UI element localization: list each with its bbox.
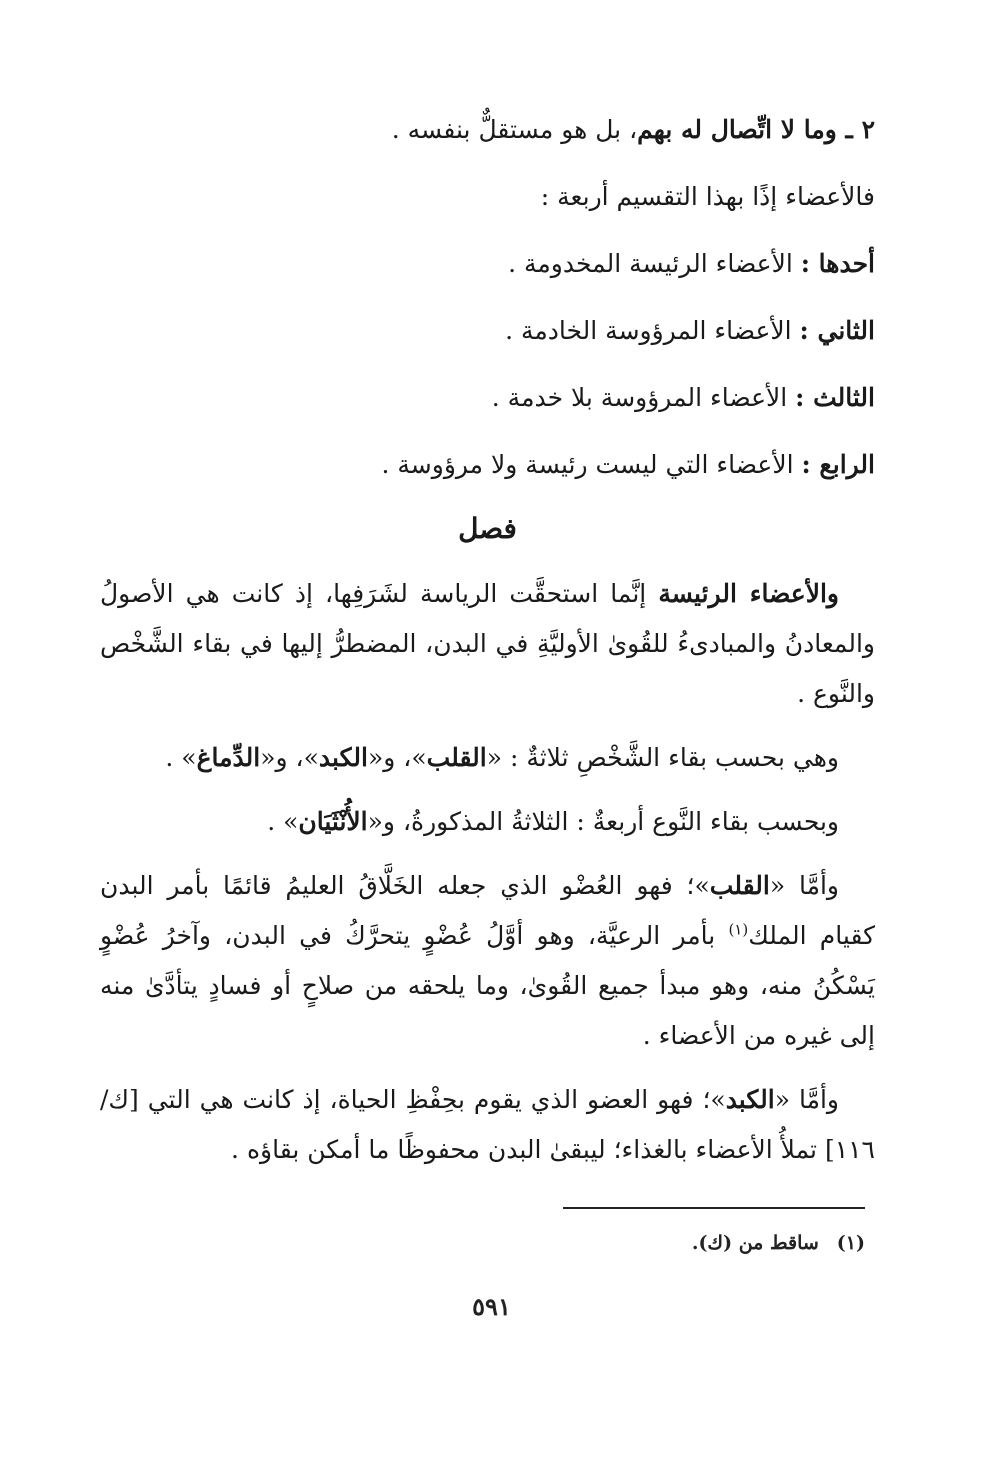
paragraph-text: وأمَّا « — [769, 871, 839, 900]
paragraph-text: »، و« — [367, 743, 427, 772]
footnote-reference[interactable]: (١) — [728, 920, 749, 939]
footnote — [400, 1232, 865, 1254]
paragraph-text: »؛ فهو العُضْو الذي جعله الخَلَّاقُ العليمُ قائمًا بأمر البدن كقيام الملك — [100, 871, 875, 950]
list-line-1 — [100, 110, 875, 150]
line-text: الأعضاء الرئيسة المخدومة . — [508, 249, 801, 278]
paragraph-text: بأمر الرعيَّة، وهو أوَّلُ عُضْوٍ يتحرَّكُ في البدن، وآخرُ عُضْوٍ يَسْكُنُ منه، وهو مبدأ جميع القُوىٰ، وما يلحقه من صلاحٍ أو فسادٍ يتأدَّىٰ منه إلى غيره من الأعضاء . — [100, 921, 875, 1050]
paragraph-2 — [100, 733, 875, 783]
footnote-divider — [563, 1207, 865, 1209]
line-lead: أحدها : — [800, 249, 875, 278]
paragraph-4 — [100, 861, 875, 1061]
list-line-2 — [100, 177, 875, 217]
line-text: ، بل هو مستقلٌّ بنفسه . — [391, 115, 638, 144]
bold-term: الكبد — [318, 743, 368, 772]
paragraph-5 — [100, 1075, 875, 1175]
paragraph-text: وبحسب بقاء النَّوع أربعةٌ : الثلاثةُ المذكورةُ، و« — [367, 807, 839, 836]
list-line-6 — [100, 445, 875, 485]
bold-term: القلب — [709, 871, 770, 900]
paragraph-text: » . — [165, 743, 197, 772]
paragraph-text: »، و« — [260, 743, 319, 772]
line-lead: الثاني : — [799, 316, 875, 345]
line-text: الأعضاء المرؤوسة بلا خدمة . — [491, 383, 796, 412]
line-text: الأعضاء التي ليست رئيسة ولا مرؤوسة . — [381, 450, 802, 479]
paragraph-1 — [100, 569, 875, 719]
bold-term: الأُنْثَيَان — [298, 807, 368, 836]
paragraph-text: وأمَّا « — [774, 1085, 839, 1114]
paragraph-text: وهي بحسب بقاء الشَّخْصِ ثلاثةٌ : « — [486, 743, 839, 772]
line-lead: الرابع : — [801, 450, 875, 479]
line-text: فالأعضاء إذًا بهذا التقسيم أربعة : — [540, 182, 875, 211]
bold-term: الكبد — [725, 1085, 775, 1114]
paragraph-text: »؛ فهو العضو الذي يقوم بحِفْظِ الحياة، إذ كانت هي التي [ك/١١٦] تملأُ الأعضاء بالغذاء؛ ليبقىٰ البدن محفوظًا ما أمكن بقاؤه . — [100, 1085, 875, 1164]
paragraph-3 — [100, 797, 875, 847]
list-line-4 — [100, 311, 875, 351]
bold-term: القلب — [426, 743, 487, 772]
paragraph-text: إنَّما استحقَّت الرياسة لشَرَفِها، إذ كانت هي الأصولُ والمعادنُ والمبادىءُ للقُوىٰ الأوليَّةِ في البدن، المضطرُّ إليها في بقاء الشَّخْص والنَّوع . — [100, 579, 875, 708]
bold-term: الدِّماغ — [196, 743, 261, 772]
page-body — [100, 110, 875, 1189]
footnote-text: ساقط من (ك). — [691, 1232, 819, 1254]
list-line-3 — [100, 244, 875, 284]
list-line-5 — [100, 378, 875, 418]
page-number: ٥٩١ — [472, 1292, 511, 1321]
line-lead: الثالث : — [795, 383, 875, 412]
footnote-number: (١) — [836, 1232, 865, 1254]
paragraph-text: » . — [267, 807, 299, 836]
line-text: الأعضاء المرؤوسة الخادمة . — [505, 316, 800, 345]
bold-phrase: والأعضاء الرئيسة — [658, 579, 839, 608]
line-lead: ٢ ـ وما لا اتِّصال له بهم — [637, 115, 875, 144]
section-heading: فصل — [458, 512, 517, 545]
